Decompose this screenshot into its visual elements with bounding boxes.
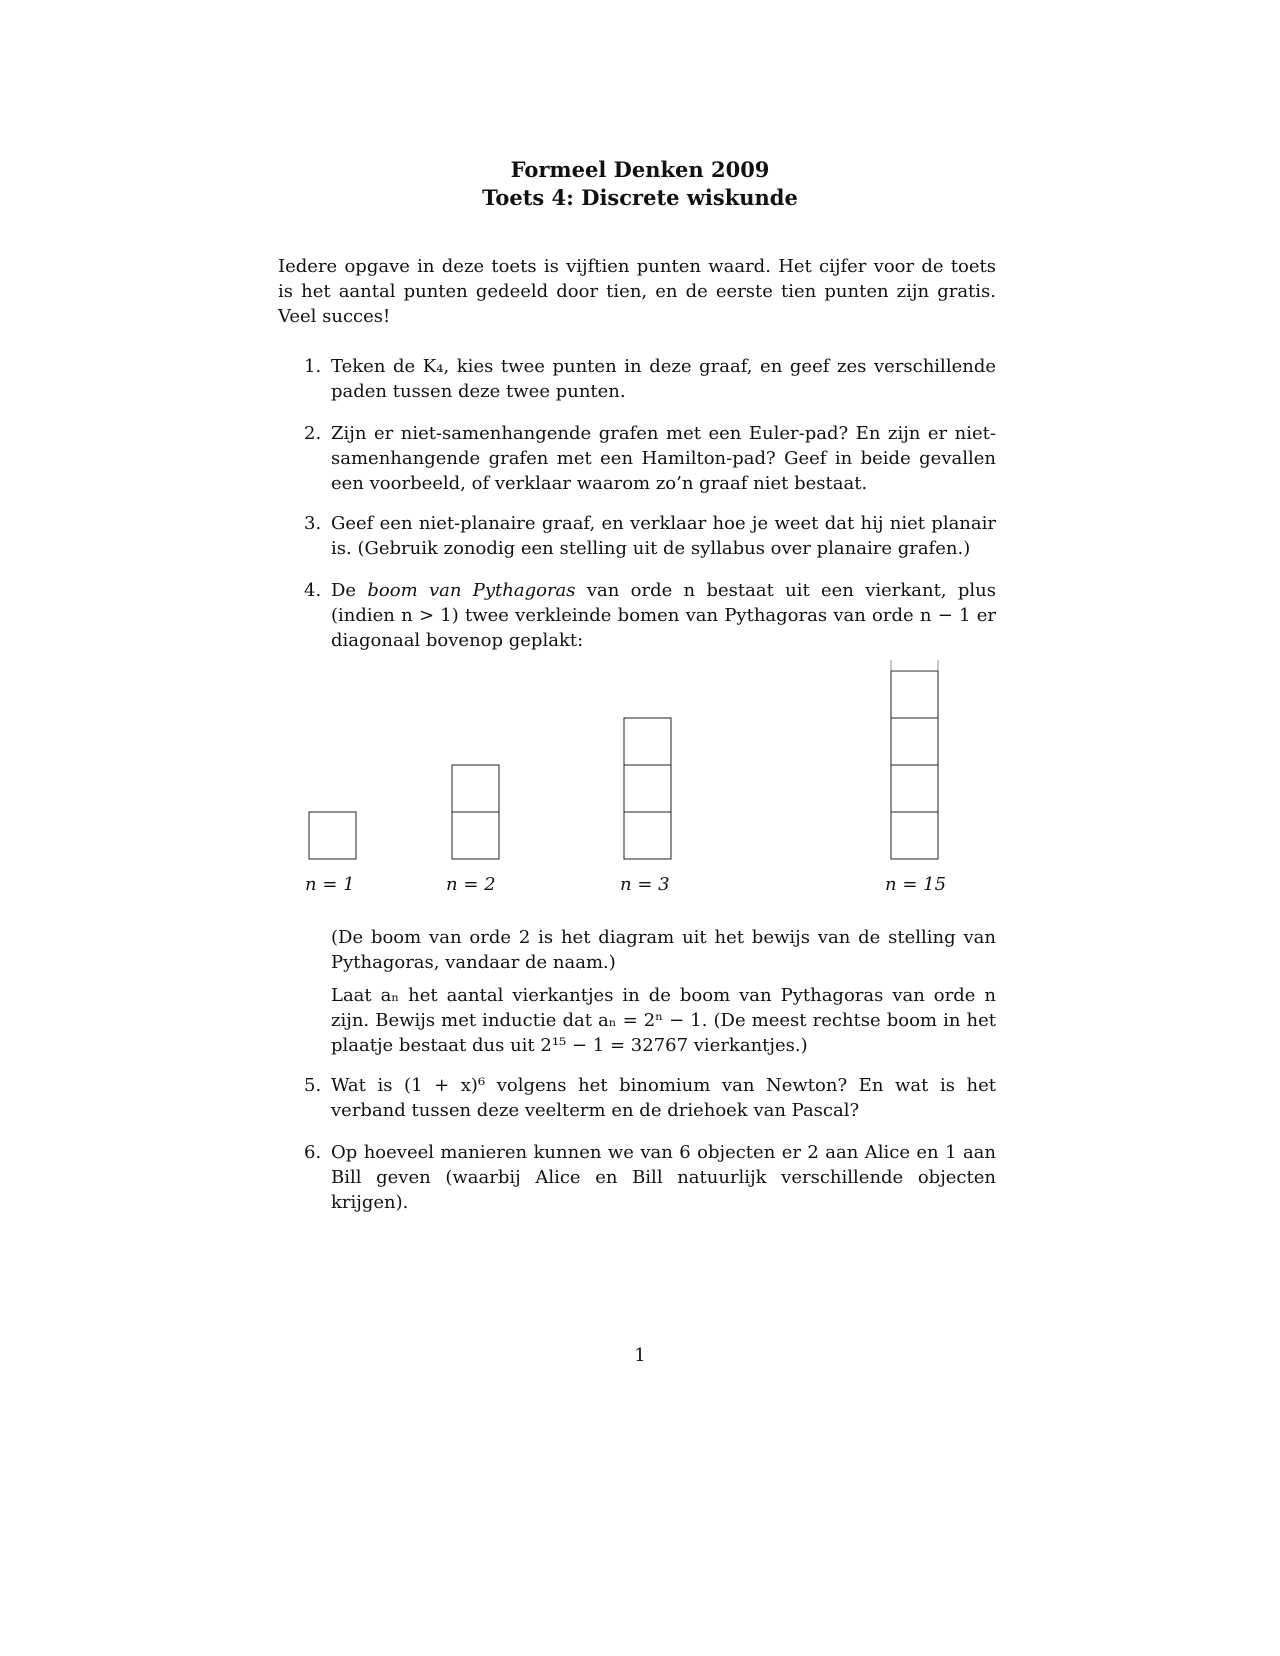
figure-label-n15: n = 15 xyxy=(885,874,947,895)
tree-square xyxy=(891,718,938,765)
tree-square xyxy=(624,718,671,765)
intro-paragraph: Iedere opgave in deze toets is vijftien punten waard. Het cijfer voor de toets is het aantal punten gedeeld door tien, en de eerste tien punten zijn gratis. Veel succes! xyxy=(278,256,996,327)
tree-square xyxy=(891,671,938,718)
question-text: Op hoeveel manieren kunnen we van 6 objecten er 2 aan Alice en 1 aan Bill geven (waarbij Alice en Bill natuurlijk verschillende objecten krijgen). xyxy=(331,1142,996,1213)
question-text: Geef een niet-planaire graaf, en verklaar hoe je weet dat hij niet planair is. (Gebruik zonodig een stelling uit de syllabus over planaire grafen.) xyxy=(331,513,996,559)
pythagoras-tree-n15 xyxy=(891,660,938,859)
tree-square xyxy=(891,812,938,859)
tree-square xyxy=(452,812,499,859)
figure-label-n1: n = 1 xyxy=(305,874,355,895)
question-text xyxy=(331,578,996,653)
question-number: 1. xyxy=(304,356,322,377)
emphasized-term: boom van Pythagoras xyxy=(367,580,576,601)
question-text-part: van orde n bestaat uit een vierkant, plus (indien n > 1) twee verkleinde bomen van Pythagoras van orde n − 1 er diagonaal bovenop geplakt: xyxy=(331,580,996,651)
tree-square xyxy=(452,765,499,812)
question-number: 4. xyxy=(304,580,322,601)
question-number: 2. xyxy=(304,423,322,444)
tree-square xyxy=(624,765,671,812)
question-text: Zijn er niet-samenhangende grafen met een Euler-pad? En zijn er niet-samenhangende grafen met een Hamilton-pad? Geef in beide gevallen een voorbeeld, of verklaar waarom zo’n graaf niet bestaat. xyxy=(331,423,996,494)
question-4-task: Laat aₙ het aantal vierkantjes in de boom van Pythagoras van orde n zijn. Bewijs met inductie dat aₙ = 2ⁿ − 1. (De meest rechtse boom in het plaatje bestaat dus uit 2¹⁵ − 1 = 32767 vierkantjes.) xyxy=(331,985,996,1056)
document-title: Formeel Denken 2009 xyxy=(510,157,770,182)
question-text-part: De xyxy=(331,580,368,601)
document-subtitle: Toets 4: Discrete wiskunde xyxy=(482,185,798,210)
question-4-note: (De boom van orde 2 is het diagram uit het bewijs van de stelling van Pythagoras, vandaar de naam.) xyxy=(331,927,996,973)
question-number: 3. xyxy=(304,513,322,534)
page-number: 1 xyxy=(634,1345,646,1366)
tree-square xyxy=(891,765,938,812)
tree-square xyxy=(891,660,938,671)
question-number: 6. xyxy=(304,1142,322,1163)
tree-square xyxy=(624,812,671,859)
pythagoras-tree-n3 xyxy=(624,718,671,859)
question-text: Teken de K₄, kies twee punten in deze graaf, en geef zes verschillende paden tussen deze twee punten. xyxy=(331,356,996,402)
pythagoras-tree-n1 xyxy=(309,812,356,859)
question-number: 5. xyxy=(304,1075,322,1096)
figure-label-n3: n = 3 xyxy=(620,874,670,895)
pythagoras-tree-n2 xyxy=(452,765,499,859)
question-text: Wat is (1 + x)⁶ volgens het binomium van Newton? En wat is het verband tussen deze veelterm en de driehoek van Pascal? xyxy=(331,1075,996,1121)
tree-square xyxy=(309,812,356,859)
pythagoras-tree-figure xyxy=(0,660,1280,900)
figure-label-n2: n = 2 xyxy=(446,874,496,895)
